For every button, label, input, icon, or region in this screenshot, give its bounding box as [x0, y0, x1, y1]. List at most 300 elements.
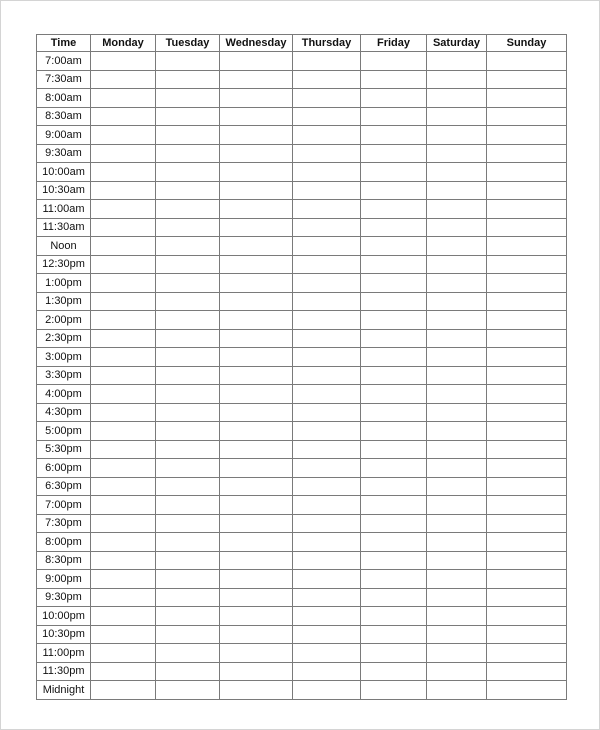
cell-monday	[91, 329, 156, 348]
table-row	[37, 625, 567, 644]
time-slot-label: 2:00pm	[37, 311, 91, 330]
time-slot-label: 6:30pm	[37, 477, 91, 496]
cell-monday	[91, 366, 156, 385]
cell-wednesday	[220, 255, 293, 274]
table-row	[37, 607, 567, 626]
cell-wednesday	[220, 70, 293, 89]
cell-wednesday	[220, 311, 293, 330]
cell-tuesday	[156, 440, 220, 459]
cell-sunday	[487, 496, 567, 515]
cell-thursday	[293, 329, 361, 348]
cell-friday	[361, 644, 427, 663]
cell-monday	[91, 477, 156, 496]
column-header-tuesday: Tuesday	[156, 35, 220, 52]
cell-monday	[91, 274, 156, 293]
time-slot-label: Midnight	[37, 681, 91, 700]
cell-saturday	[427, 89, 487, 108]
cell-wednesday	[220, 237, 293, 256]
cell-tuesday	[156, 126, 220, 145]
cell-tuesday	[156, 496, 220, 515]
cell-wednesday	[220, 126, 293, 145]
table-row	[37, 551, 567, 570]
cell-monday	[91, 403, 156, 422]
cell-saturday	[427, 181, 487, 200]
cell-monday	[91, 440, 156, 459]
cell-monday	[91, 107, 156, 126]
cell-monday	[91, 570, 156, 589]
cell-saturday	[427, 200, 487, 219]
cell-tuesday	[156, 144, 220, 163]
cell-monday	[91, 607, 156, 626]
cell-tuesday	[156, 644, 220, 663]
cell-friday	[361, 89, 427, 108]
cell-tuesday	[156, 403, 220, 422]
cell-monday	[91, 218, 156, 237]
cell-tuesday	[156, 551, 220, 570]
cell-tuesday	[156, 607, 220, 626]
cell-saturday	[427, 366, 487, 385]
cell-sunday	[487, 644, 567, 663]
cell-sunday	[487, 477, 567, 496]
cell-wednesday	[220, 274, 293, 293]
table-row	[37, 181, 567, 200]
cell-thursday	[293, 348, 361, 367]
cell-monday	[91, 311, 156, 330]
time-slot-label: 11:30pm	[37, 662, 91, 681]
cell-thursday	[293, 588, 361, 607]
time-slot-label: 4:30pm	[37, 403, 91, 422]
table-row	[37, 662, 567, 681]
cell-wednesday	[220, 52, 293, 71]
cell-friday	[361, 255, 427, 274]
cell-thursday	[293, 422, 361, 441]
cell-saturday	[427, 681, 487, 700]
time-slot-label: 1:00pm	[37, 274, 91, 293]
table-row	[37, 200, 567, 219]
cell-monday	[91, 662, 156, 681]
table-row	[37, 681, 567, 700]
cell-monday	[91, 551, 156, 570]
cell-tuesday	[156, 662, 220, 681]
cell-saturday	[427, 237, 487, 256]
cell-thursday	[293, 255, 361, 274]
cell-monday	[91, 588, 156, 607]
cell-tuesday	[156, 163, 220, 182]
time-slot-label: 8:30pm	[37, 551, 91, 570]
cell-thursday	[293, 551, 361, 570]
table-row	[37, 144, 567, 163]
cell-monday	[91, 126, 156, 145]
cell-sunday	[487, 514, 567, 533]
cell-sunday	[487, 329, 567, 348]
cell-thursday	[293, 644, 361, 663]
cell-sunday	[487, 366, 567, 385]
cell-sunday	[487, 181, 567, 200]
cell-tuesday	[156, 311, 220, 330]
cell-monday	[91, 89, 156, 108]
cell-thursday	[293, 477, 361, 496]
cell-monday	[91, 237, 156, 256]
table-row	[37, 440, 567, 459]
table-row	[37, 514, 567, 533]
time-slot-label: 12:30pm	[37, 255, 91, 274]
column-header-friday: Friday	[361, 35, 427, 52]
time-slot-label: 1:30pm	[37, 292, 91, 311]
cell-wednesday	[220, 625, 293, 644]
cell-friday	[361, 385, 427, 404]
cell-thursday	[293, 496, 361, 515]
cell-monday	[91, 70, 156, 89]
cell-monday	[91, 644, 156, 663]
cell-thursday	[293, 200, 361, 219]
cell-thursday	[293, 144, 361, 163]
cell-saturday	[427, 459, 487, 478]
cell-wednesday	[220, 107, 293, 126]
table-row	[37, 644, 567, 663]
table-row	[37, 496, 567, 515]
cell-saturday	[427, 533, 487, 552]
cell-saturday	[427, 385, 487, 404]
cell-friday	[361, 107, 427, 126]
cell-friday	[361, 348, 427, 367]
time-slot-label: 10:30am	[37, 181, 91, 200]
cell-friday	[361, 459, 427, 478]
cell-sunday	[487, 607, 567, 626]
cell-saturday	[427, 311, 487, 330]
cell-monday	[91, 52, 156, 71]
cell-wednesday	[220, 607, 293, 626]
cell-friday	[361, 218, 427, 237]
cell-saturday	[427, 107, 487, 126]
table-row	[37, 459, 567, 478]
cell-wednesday	[220, 533, 293, 552]
time-slot-label: 5:00pm	[37, 422, 91, 441]
cell-thursday	[293, 52, 361, 71]
cell-tuesday	[156, 274, 220, 293]
cell-tuesday	[156, 477, 220, 496]
cell-sunday	[487, 588, 567, 607]
cell-friday	[361, 144, 427, 163]
cell-saturday	[427, 477, 487, 496]
cell-monday	[91, 496, 156, 515]
column-header-sunday: Sunday	[487, 35, 567, 52]
time-slot-label: 10:30pm	[37, 625, 91, 644]
cell-tuesday	[156, 52, 220, 71]
cell-saturday	[427, 607, 487, 626]
cell-thursday	[293, 292, 361, 311]
cell-sunday	[487, 551, 567, 570]
cell-friday	[361, 570, 427, 589]
cell-tuesday	[156, 329, 220, 348]
cell-tuesday	[156, 385, 220, 404]
cell-monday	[91, 533, 156, 552]
cell-saturday	[427, 52, 487, 71]
time-slot-label: 8:00pm	[37, 533, 91, 552]
cell-saturday	[427, 440, 487, 459]
cell-wednesday	[220, 422, 293, 441]
cell-thursday	[293, 625, 361, 644]
cell-sunday	[487, 292, 567, 311]
cell-saturday	[427, 422, 487, 441]
cell-saturday	[427, 403, 487, 422]
cell-monday	[91, 255, 156, 274]
cell-tuesday	[156, 89, 220, 108]
cell-wednesday	[220, 218, 293, 237]
cell-monday	[91, 514, 156, 533]
cell-sunday	[487, 348, 567, 367]
cell-tuesday	[156, 459, 220, 478]
cell-wednesday	[220, 163, 293, 182]
cell-wednesday	[220, 292, 293, 311]
table-row	[37, 477, 567, 496]
cell-thursday	[293, 533, 361, 552]
cell-wednesday	[220, 459, 293, 478]
column-header-time: Time	[37, 35, 91, 52]
cell-thursday	[293, 126, 361, 145]
time-slot-label: 10:00am	[37, 163, 91, 182]
cell-friday	[361, 292, 427, 311]
cell-friday	[361, 311, 427, 330]
table-row	[37, 237, 567, 256]
time-slot-label: 3:00pm	[37, 348, 91, 367]
column-header-wednesday: Wednesday	[220, 35, 293, 52]
table-row	[37, 533, 567, 552]
cell-sunday	[487, 459, 567, 478]
cell-wednesday	[220, 348, 293, 367]
table-row	[37, 126, 567, 145]
cell-thursday	[293, 311, 361, 330]
cell-friday	[361, 533, 427, 552]
cell-tuesday	[156, 237, 220, 256]
cell-saturday	[427, 292, 487, 311]
column-header-thursday: Thursday	[293, 35, 361, 52]
column-header-saturday: Saturday	[427, 35, 487, 52]
cell-saturday	[427, 144, 487, 163]
time-slot-label: 7:30am	[37, 70, 91, 89]
cell-friday	[361, 403, 427, 422]
cell-saturday	[427, 644, 487, 663]
cell-friday	[361, 163, 427, 182]
cell-thursday	[293, 70, 361, 89]
cell-sunday	[487, 52, 567, 71]
cell-sunday	[487, 107, 567, 126]
table-row	[37, 366, 567, 385]
cell-friday	[361, 366, 427, 385]
time-slot-label: 9:30am	[37, 144, 91, 163]
cell-friday	[361, 551, 427, 570]
cell-wednesday	[220, 477, 293, 496]
cell-monday	[91, 292, 156, 311]
cell-tuesday	[156, 218, 220, 237]
cell-saturday	[427, 348, 487, 367]
cell-wednesday	[220, 403, 293, 422]
cell-wednesday	[220, 329, 293, 348]
time-slot-label: 9:30pm	[37, 588, 91, 607]
time-slot-label: 5:30pm	[37, 440, 91, 459]
cell-wednesday	[220, 644, 293, 663]
cell-monday	[91, 163, 156, 182]
table-row	[37, 311, 567, 330]
table-row	[37, 348, 567, 367]
table-row	[37, 588, 567, 607]
time-slot-label: 7:30pm	[37, 514, 91, 533]
cell-sunday	[487, 89, 567, 108]
cell-sunday	[487, 144, 567, 163]
cell-wednesday	[220, 366, 293, 385]
cell-saturday	[427, 496, 487, 515]
cell-sunday	[487, 625, 567, 644]
cell-friday	[361, 607, 427, 626]
time-slot-label: 10:00pm	[37, 607, 91, 626]
time-slot-label: 2:30pm	[37, 329, 91, 348]
time-slot-label: 8:00am	[37, 89, 91, 108]
time-slot-label: 7:00pm	[37, 496, 91, 515]
cell-tuesday	[156, 570, 220, 589]
cell-friday	[361, 477, 427, 496]
table-row	[37, 329, 567, 348]
cell-monday	[91, 200, 156, 219]
cell-wednesday	[220, 570, 293, 589]
cell-thursday	[293, 385, 361, 404]
cell-monday	[91, 459, 156, 478]
cell-wednesday	[220, 200, 293, 219]
cell-sunday	[487, 570, 567, 589]
cell-sunday	[487, 237, 567, 256]
table-row	[37, 385, 567, 404]
weekly-schedule-table	[36, 34, 567, 700]
cell-sunday	[487, 200, 567, 219]
cell-wednesday	[220, 440, 293, 459]
cell-thursday	[293, 366, 361, 385]
cell-saturday	[427, 570, 487, 589]
cell-wednesday	[220, 662, 293, 681]
cell-thursday	[293, 459, 361, 478]
schedule-body	[37, 52, 567, 700]
cell-wednesday	[220, 514, 293, 533]
cell-monday	[91, 181, 156, 200]
cell-sunday	[487, 533, 567, 552]
cell-thursday	[293, 274, 361, 293]
cell-saturday	[427, 588, 487, 607]
cell-sunday	[487, 126, 567, 145]
cell-thursday	[293, 89, 361, 108]
cell-friday	[361, 514, 427, 533]
cell-monday	[91, 348, 156, 367]
cell-friday	[361, 126, 427, 145]
cell-saturday	[427, 514, 487, 533]
cell-sunday	[487, 274, 567, 293]
table-row	[37, 274, 567, 293]
cell-sunday	[487, 422, 567, 441]
cell-saturday	[427, 551, 487, 570]
cell-tuesday	[156, 625, 220, 644]
cell-thursday	[293, 403, 361, 422]
time-slot-label: 11:30am	[37, 218, 91, 237]
cell-tuesday	[156, 422, 220, 441]
table-row	[37, 89, 567, 108]
cell-friday	[361, 588, 427, 607]
time-slot-label: 11:00am	[37, 200, 91, 219]
time-slot-label: 9:00pm	[37, 570, 91, 589]
cell-wednesday	[220, 681, 293, 700]
column-header-monday: Monday	[91, 35, 156, 52]
cell-monday	[91, 422, 156, 441]
cell-tuesday	[156, 107, 220, 126]
cell-saturday	[427, 329, 487, 348]
cell-tuesday	[156, 588, 220, 607]
cell-friday	[361, 662, 427, 681]
cell-sunday	[487, 311, 567, 330]
time-slot-label: Noon	[37, 237, 91, 256]
cell-saturday	[427, 625, 487, 644]
cell-sunday	[487, 385, 567, 404]
cell-wednesday	[220, 89, 293, 108]
cell-tuesday	[156, 200, 220, 219]
cell-thursday	[293, 440, 361, 459]
cell-saturday	[427, 70, 487, 89]
cell-friday	[361, 329, 427, 348]
cell-saturday	[427, 218, 487, 237]
cell-saturday	[427, 662, 487, 681]
cell-friday	[361, 681, 427, 700]
cell-wednesday	[220, 588, 293, 607]
table-row	[37, 218, 567, 237]
cell-tuesday	[156, 255, 220, 274]
cell-friday	[361, 274, 427, 293]
cell-tuesday	[156, 681, 220, 700]
cell-friday	[361, 70, 427, 89]
cell-thursday	[293, 662, 361, 681]
header-row	[37, 35, 567, 52]
cell-thursday	[293, 107, 361, 126]
cell-tuesday	[156, 181, 220, 200]
cell-thursday	[293, 514, 361, 533]
cell-sunday	[487, 681, 567, 700]
cell-friday	[361, 625, 427, 644]
cell-saturday	[427, 126, 487, 145]
cell-sunday	[487, 662, 567, 681]
cell-sunday	[487, 440, 567, 459]
table-row	[37, 107, 567, 126]
table-row	[37, 70, 567, 89]
cell-tuesday	[156, 348, 220, 367]
cell-wednesday	[220, 144, 293, 163]
cell-tuesday	[156, 366, 220, 385]
cell-thursday	[293, 237, 361, 256]
table-row	[37, 422, 567, 441]
cell-saturday	[427, 163, 487, 182]
cell-friday	[361, 52, 427, 71]
cell-friday	[361, 181, 427, 200]
cell-wednesday	[220, 551, 293, 570]
cell-thursday	[293, 570, 361, 589]
cell-tuesday	[156, 533, 220, 552]
cell-sunday	[487, 70, 567, 89]
cell-friday	[361, 200, 427, 219]
cell-thursday	[293, 681, 361, 700]
cell-monday	[91, 681, 156, 700]
table-row	[37, 255, 567, 274]
cell-saturday	[427, 274, 487, 293]
cell-saturday	[427, 255, 487, 274]
cell-thursday	[293, 218, 361, 237]
time-slot-label: 3:30pm	[37, 366, 91, 385]
time-slot-label: 11:00pm	[37, 644, 91, 663]
table-row	[37, 570, 567, 589]
cell-sunday	[487, 218, 567, 237]
cell-tuesday	[156, 514, 220, 533]
time-slot-label: 9:00am	[37, 126, 91, 145]
